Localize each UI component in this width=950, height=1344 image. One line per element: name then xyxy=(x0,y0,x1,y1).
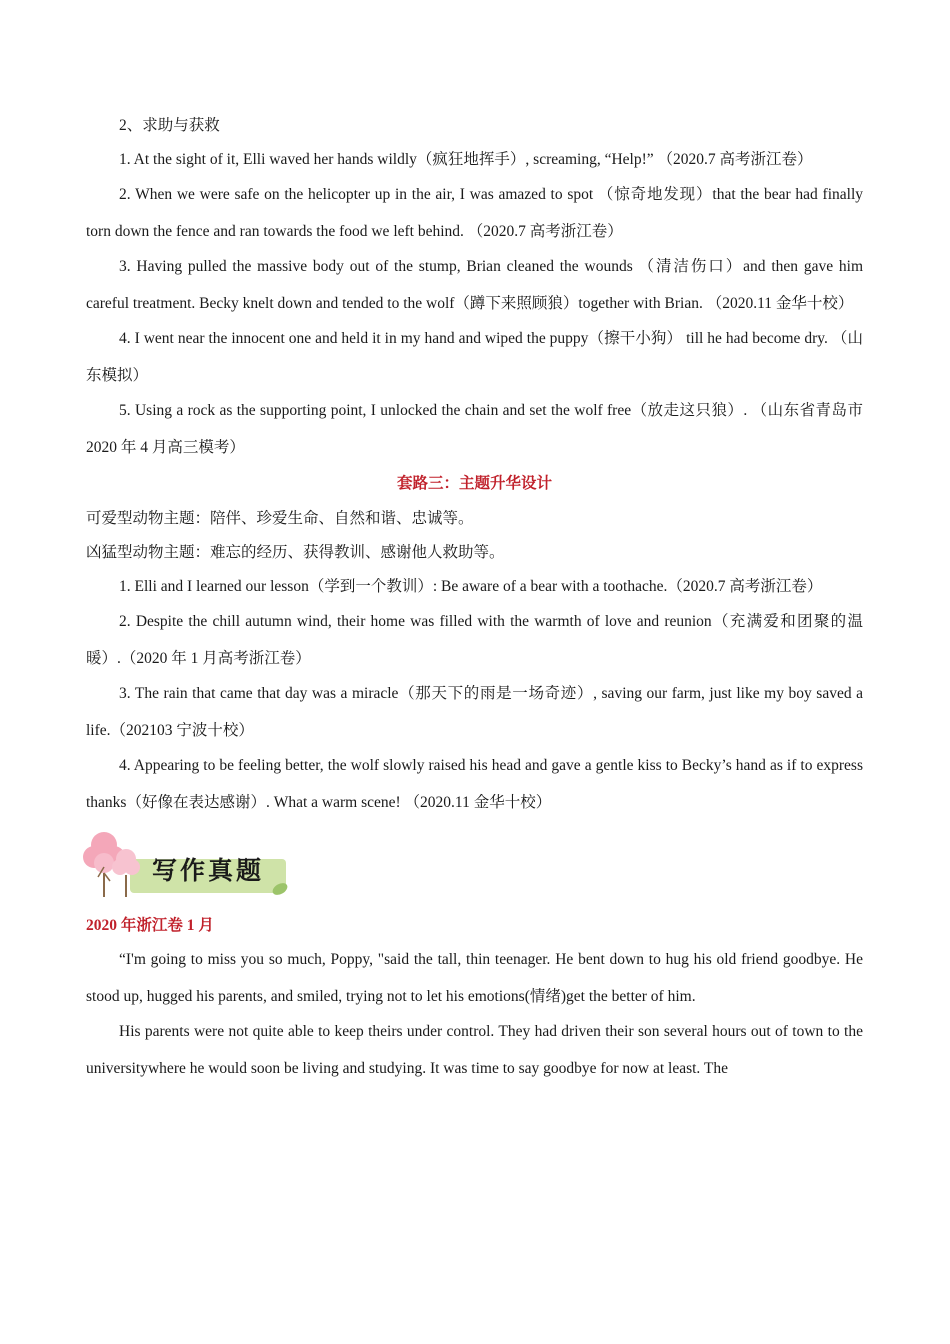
theme-section-title: 套路三：主题升华设计 xyxy=(396,475,552,492)
theme-item-1: 1. Elli and I learned our lesson（学到一个教训）: Be aware of a bear with a toothache.（2020.7 高考浙江卷） xyxy=(119,578,823,595)
banner-label: 写作真题 xyxy=(152,856,265,885)
theme-item-4: 4. Appearing to be feeling better, the wolf slowly raised his head and gave a gentle kiss to Becky’s hand as if to express thanks（好像在表达感谢）. What a warm scene! （2020.11 金华十校） xyxy=(86,757,863,811)
theme-item-3: 3. The rain that came that day was a miracle（那天下的雨是一场奇迹）, saving our farm, just like my boy saved a life.（202103 宁波十校） xyxy=(86,685,863,739)
exam-year-title: 2020 年浙江卷 1 月 xyxy=(86,917,214,934)
help-item-4: 4. I went near the innocent one and held it in my hand and wiped the puppy（擦干小狗） till he had become dry. （山东模拟） xyxy=(86,330,863,384)
exam-paragraph-1: “I'm going to miss you so much, Poppy, "said the tall, thin teenager. He bent down to hug his old friend goodbye. He stood up, hugged his parents, and smiled, trying not to let his emotions(情绪)get the better of him. xyxy=(86,951,863,1005)
writing-exam-banner xyxy=(82,827,863,905)
section-heading: 2、求助与获救 xyxy=(119,117,220,134)
cute-animal-theme: 可爱型动物主题：陪伴、珍爱生命、自然和谐、忠诚等。 xyxy=(86,510,474,527)
help-item-3: 3. Having pulled the massive body out of the stump, Brian cleaned the wounds （清洁伤口）and then gave him careful treatment. Becky knelt down and tended to the wolf（蹲下来照顾狼）together with Brian. （2020.11 金华十校） xyxy=(86,258,863,312)
help-item-1: 1. At the sight of it, Elli waved her hands wildly（疯狂地挥手）, screaming, “Help!” （2020.7 高考浙江卷） xyxy=(119,151,813,168)
exam-paragraph-2: His parents were not quite able to keep theirs under control. They had driven their son several hours out of town to the universitywhere he would soon be living and studying. It was time to say goodbye for now at least. The xyxy=(86,1023,863,1077)
fierce-animal-theme: 凶猛型动物主题：难忘的经历、获得教训、感谢他人救助等。 xyxy=(86,544,505,561)
document-content xyxy=(86,108,863,1087)
theme-item-2: 2. Despite the chill autumn wind, their home was filled with the warmth of love and reunion（充满爱和团聚的温暖）.（2020 年 1 月高考浙江卷） xyxy=(86,613,863,667)
help-item-2: 2. When we were safe on the helicopter up in the air, I was amazed to spot （惊奇地发现）that the bear had finally torn down the fence and ran towards the food we left behind. （2020.7 高考浙江卷） xyxy=(86,186,863,240)
help-item-5: 5. Using a rock as the supporting point, I unlocked the chain and set the wolf free（放走这只狼）. （山东省青岛市 2020 年 4 月高三模考） xyxy=(86,402,863,456)
